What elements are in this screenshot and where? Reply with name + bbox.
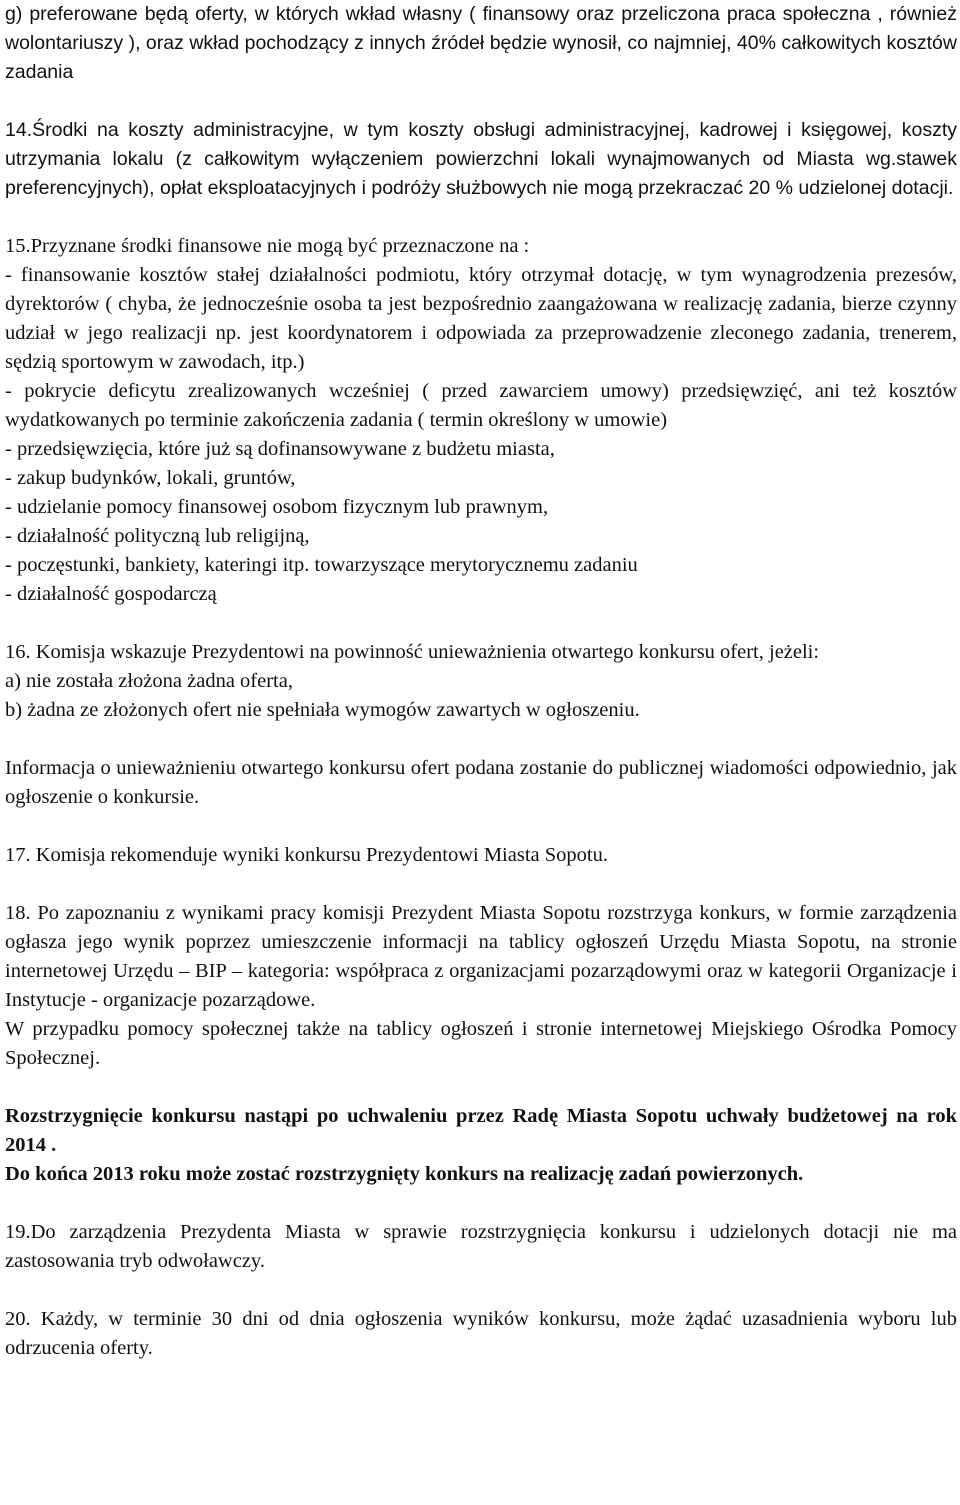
- spacer: [5, 812, 957, 841]
- spacer: [5, 1276, 957, 1305]
- item-16-option-a: a) nie została złożona żadna oferta,: [5, 670, 293, 692]
- item-15-bullet: - działalność polityczną lub religijną,: [5, 525, 310, 547]
- item-16-option-b: b) żadna ze złożonych ofert nie spełniała wymogów zawartych w ogłoszeniu.: [5, 699, 640, 721]
- item-15-bullet: - udzielanie pomocy finansowej osobom fizycznym lub prawnym,: [5, 496, 549, 518]
- item-16-intro: 16. Komisja wskazuje Prezydentowi na powinność unieważnienia otwartego konkursu ofert, jeżeli:: [5, 641, 820, 663]
- paragraph-item-19: 19.Do zarządzenia Prezydenta Miasta w sprawie rozstrzygnięcia konkursu i udzielonych dotacji nie ma zastosowania tryb odwoławczy.: [5, 1221, 957, 1272]
- document-page: [5, 0, 957, 1363]
- bold-note-resolution: Rozstrzygnięcie konkursu nastąpi po uchwaleniu przez Radę Miasta Sopotu uchwały budżetowej na rok 2014 .: [5, 1105, 957, 1156]
- paragraph-item-20: 20. Każdy, w terminie 30 dni od dnia ogłoszenia wyników konkursu, może żądać uzasadnienia wyboru lub odrzucenia oferty.: [5, 1308, 957, 1359]
- item-15-bullet: - zakup budynków, lokali, gruntów,: [5, 467, 296, 489]
- spacer: [5, 609, 957, 638]
- spacer: [5, 725, 957, 754]
- paragraph-item-14: 14.Środki na koszty administracyjne, w tym koszty obsługi administracyjnej, kadrowej i księgowej, koszty utrzymania lokalu (z całkowitym wyłączeniem powierzchni lokali wynajmowanych od Miasta wg.stawek preferencyjnych), opłat eksploatacyjnych i podróży służbowych nie mogą przekraczać 20 % udzielonej dotacji.: [5, 119, 957, 199]
- item-18-mops: W przypadku pomocy społecznej także na tablicy ogłoszeń i stronie internetowej Miejskiego Ośrodka Pomocy Społecznej.: [5, 1018, 957, 1069]
- item-18-text: 18. Po zapoznaniu z wynikami pracy komisji Prezydent Miasta Sopotu rozstrzyga konkurs, w formie zarządzenia ogłasza jego wynik poprzez umieszczenie informacji na tablicy ogłoszeń Urzędu Miasta Sopotu, na stronie internetowej Urzędu – BIP – kategoria: współpraca z organizacjami pozarządowymi oraz w kategorii Organizacje i Instytucje - organizacje pozarządowe.: [5, 902, 957, 1011]
- section-item-18: [5, 899, 957, 1073]
- item-15-bullet: - poczęstunki, bankiety, kateringi itp. towarzyszące merytorycznemu zadaniu: [5, 554, 638, 576]
- spacer: [5, 1189, 957, 1218]
- paragraph-item-17: 17. Komisja rekomenduje wyniki konkursu Prezydentowi Miasta Sopotu.: [5, 844, 608, 866]
- paragraph-item-g: g) preferowane będą oferty, w których wkład własny ( finansowy oraz przeliczona praca społeczna , również wolontariuszy ), oraz wkład pochodzący z innych źródeł będzie wynosił, co najmniej, 40% całkowitych kosztów zadania: [5, 3, 957, 83]
- item-16-info: Informacja o unieważnieniu otwartego konkursu ofert podana zostanie do publicznej wiadomości odpowiednio, jak ogłoszenie o konkursie.: [5, 757, 957, 808]
- item-15-intro: 15.Przyznane środki finansowe nie mogą być przeznaczone na :: [5, 235, 530, 257]
- item-15-bullet: - przedsięwzięcia, które już są dofinansowywane z budżetu miasta,: [5, 438, 555, 460]
- spacer: [5, 87, 957, 116]
- section-item-15: [5, 232, 957, 609]
- item-15-bullet: - finansowanie kosztów stałej działalności podmiotu, który otrzymał dotację, w tym wynagrodzenia prezesów, dyrektorów ( chyba, że jednocześnie osoba ta jest bezpośrednio zaangażowana w realizację zadania, bierze czynny udział w jego realizacji np. jest koordynatorem i odpowiada za przeprowadzenie zleconego zadania, trenerem, sędzią sportowym w zawodach, itp.): [5, 264, 957, 373]
- spacer: [5, 203, 957, 232]
- bold-note-2013: Do końca 2013 roku może zostać rozstrzygnięty konkurs na realizację zadań powierzonych.: [5, 1163, 804, 1185]
- section-item-16: [5, 638, 957, 812]
- item-15-bullet: - działalność gospodarczą: [5, 583, 217, 605]
- bold-notes: [5, 1102, 957, 1189]
- item-15-bullet: - pokrycie deficytu zrealizowanych wcześniej ( przed zawarciem umowy) przedsięwzięć, ani też kosztów wydatkowanych po terminie zakończenia zadania ( termin określony w umowie): [5, 380, 957, 431]
- spacer: [5, 1073, 957, 1102]
- spacer: [5, 870, 957, 899]
